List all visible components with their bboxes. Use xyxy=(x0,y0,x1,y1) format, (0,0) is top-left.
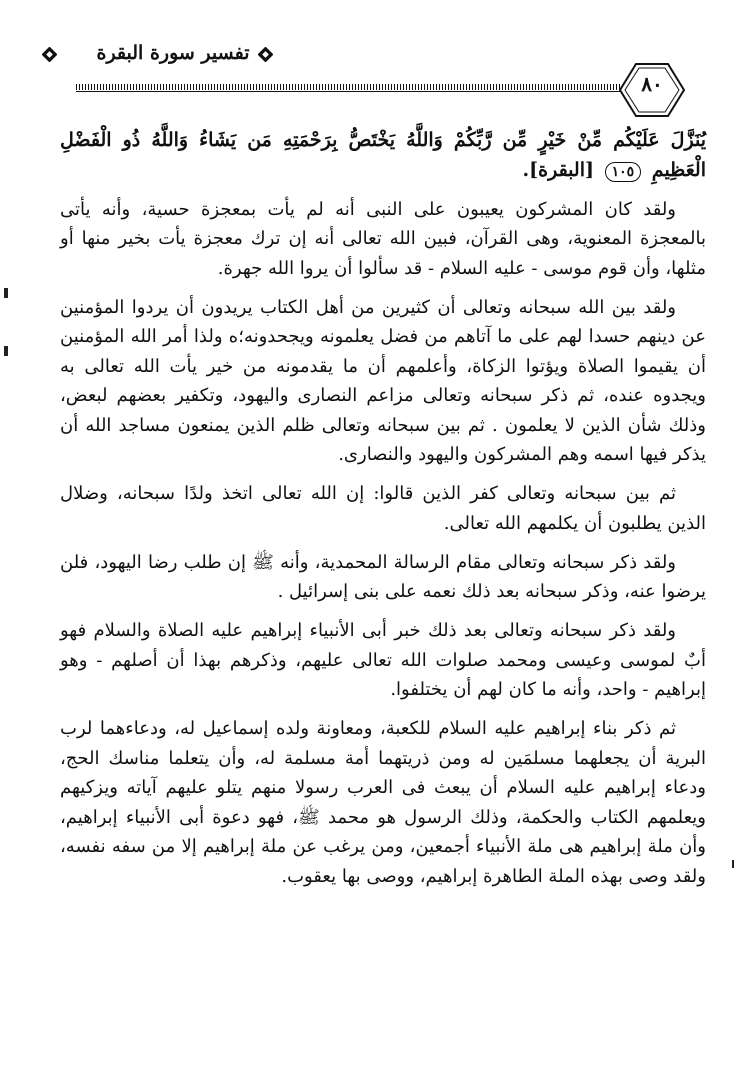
paragraph: ولقد كان المشركون يعيبون على النبى أنه لم يأت بمعجزة حسية، وأنه يأتى بالمعجزة المعنوية، وهى القرآن، فبين الله تعالى أنه إن ترك معجزة يأت بخير منها أو مثلها، وأن قوم موسى - عليه السلام - قد سألوا أن يروا الله جهرة. xyxy=(60,198,706,279)
paragraph: ثم ذكر بناء إبراهيم عليه السلام للكعبة، ومعاونة ولده إسماعيل له، ودعاءهما لرب البرية أن يجعلهما مسلمَين له ومن ذريتهما أمة مسلمة له، وأن يتعلما مناسك الحج، ودعاء إبراهيم عليه السلام أن يبعث فى العرب رسولا منهم يتلو عليهم آياته ويزكيهم ويعلمهم الكتاب والحكمة، وذلك الرسول هو محمد ﷺ، فهو دعوة أبى الأنبياء إبراهيم، وأن ملة إبراهيم هى ملة الأنبياء أجمعين، ومن يرغب عن ملة إبراهيم إلا من سفه نفسه، ولقد وصى بهذه الملة الطاهرة إبراهيم، ووصى بها يعقوب. xyxy=(60,718,706,887)
ornament-icon xyxy=(42,47,57,62)
verse-text: يُنَزَّلَ عَلَيْكُم مِّنْ خَيْرٍ مِّن رَّبِّكُمْ وَاللَّهُ يَخْتَصُّ بِرَحْمَتِهِ مَن يَشَاءُ وَاللَّهُ ذُو الْفَضْلِ الْعَظِيمِ xyxy=(60,129,706,181)
page-header xyxy=(0,0,742,120)
paragraph: ولقد ذكر سبحانه وتعالى مقام الرسالة المحمدية، وأنه ﷺ إن طلب رضا اليهود، فلن يرضوا عنه، وذكر سبحانه بعد ذلك نعمه على بنى إسرائيل . xyxy=(60,551,706,602)
margin-mark xyxy=(732,860,734,868)
verse-number: ١٠٥ xyxy=(605,162,642,182)
paragraph: ولقد ذكر سبحانه وتعالى بعد ذلك خبر أبى الأنبياء إبراهيم عليه الصلاة والسلام فهو أبٌ لموسى وعيسى ومحمد صلوات الله تعالى عليهم، وذكرهم بهذا أن أصلهم - وهو إبراهيم - واحد، وأنه ما كان لهم أن يختلفوا. xyxy=(60,620,706,700)
header-rule-thin xyxy=(76,91,620,92)
header-rule xyxy=(76,84,620,90)
page-number: ٨٠ xyxy=(641,72,663,96)
margin-mark xyxy=(4,346,8,356)
margin-mark xyxy=(4,288,8,298)
paragraph: ولقد بين الله سبحانه وتعالى أن كثيرين من أهل الكتاب يريدون أن يردوا المؤمنين عن دينهم حسدا لهم على ما آتاهم من فضل يعلمونه ويجحدونه؛ه ولذا أمر الله المؤمنين أن يقيموا الصلاة ويؤتوا الزكاة، وأعلمهم أن ما يقدمونه من خير يأت الله تعالى به ويجدوه عنده، ثم ذكر سبحانه وتعالى مزاعم النصارى واليهود، وتكفير بعضهم لبعض، وذلك شأن الذين لا يعلمون . ثم بين سبحانه وتعالى ظلم الذين يمنعون مساجد الله أن يذكر فيها اسمه وهم المشركون واليهود والنصارى. xyxy=(60,296,706,465)
running-title: تفسير سورة البقرة xyxy=(96,42,250,64)
paragraph: ثم بين سبحانه وتعالى كفر الذين قالوا: إن الله تعالى اتخذ ولدًا سبحانه، وضلال الذين يطلبون أن يكلمهم الله تعالى. xyxy=(60,483,706,534)
quran-verse xyxy=(60,126,706,185)
page-body xyxy=(60,126,706,901)
verse-reference: [البقرة]. xyxy=(522,158,594,181)
